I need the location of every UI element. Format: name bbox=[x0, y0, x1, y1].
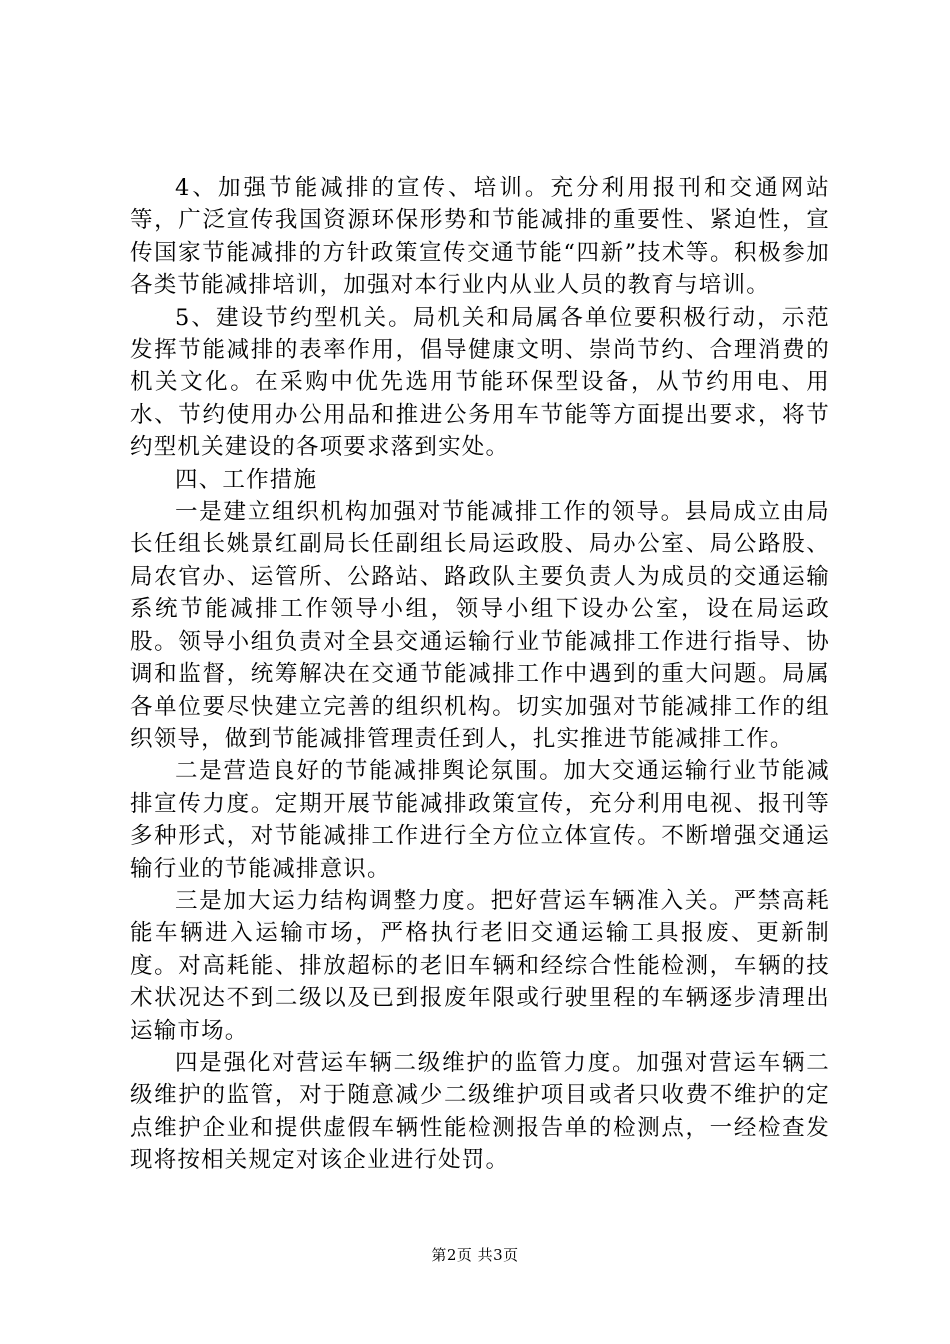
paragraph-measure-capacity-structure: 三是加大运力结构调整力度。把好营运车辆准入关。严禁高耗能车辆进入运输市场，严格执行老旧交通运输工具报废、更新制度。对高耗能、排放超标的老旧车辆和经综合性能检测，车辆的技术状况达不到二级以及已到报废年限或行驶里程的车辆逐步清理出运输市场。 bbox=[130, 887, 830, 1044]
paragraph-conservation-office: 5、建设节约型机关。局机关和局属各单位要积极行动，示范发挥节能减排的表率作用，倡导健康文明、崇尚节约、合理消费的机关文化。在采购中优先选用节能环保型设备，从节约用电、用水、节约使用办公用品和推进公务用车节能等方面提出要求，将节约型机关建设的各项要求落到实处。 bbox=[130, 304, 830, 461]
document-body bbox=[130, 172, 830, 1177]
paragraph-measure-publicity: 二是营造良好的节能减排舆论氛围。加大交通运输行业节能减排宣传力度。定期开展节能减排政策宣传，充分利用电视、报刊等多种形式，对节能减排工作进行全方位立体宣传。不断增强交通运输行业的节能减排意识。 bbox=[130, 758, 830, 882]
page-number-footer: 第2页 共3页 bbox=[431, 1246, 519, 1264]
paragraph-measure-organization: 一是建立组织机构加强对节能减排工作的领导。县局成立由局长任组长姚景红副局长任副组长局运政股、局办公室、局公路股、局农官办、运管所、公路站、路政队主要负责人为成员的交通运输系统节能减排工作领导小组，领导小组下设办公室，设在局运政股。领导小组负责对全县交通运输行业节能减排工作进行指导、协调和监督，统筹解决在交通节能减排工作中遇到的重大问题。局属各单位要尽快建立完善的组织机构。切实加强对节能减排工作的组织领导，做到节能减排管理责任到人，扎实推进节能减排工作。 bbox=[130, 499, 830, 752]
paragraph-propaganda-training: 4、加强节能减排的宣传、培训。充分利用报刊和交通网站等，广泛宣传我国资源环保形势和节能减排的重要性、紧迫性，宣传国家节能减排的方针政策宣传交通节能“四新”技术等。积极参加各类节能减排培训，加强对本行业内从业人员的教育与培训。 bbox=[130, 175, 830, 299]
section-heading-work-measures: 四、工作措施 bbox=[175, 466, 318, 493]
paragraph-measure-maintenance-supervision: 四是强化对营运车辆二级维护的监管力度。加强对营运车辆二级维护的监管，对于随意减少二级维护项目或者只收费不维护的定点维护企业和提供虚假车辆性能检测报告单的检测点，一经检查发现将按相关规定对该企业进行处罚。 bbox=[130, 1049, 830, 1174]
